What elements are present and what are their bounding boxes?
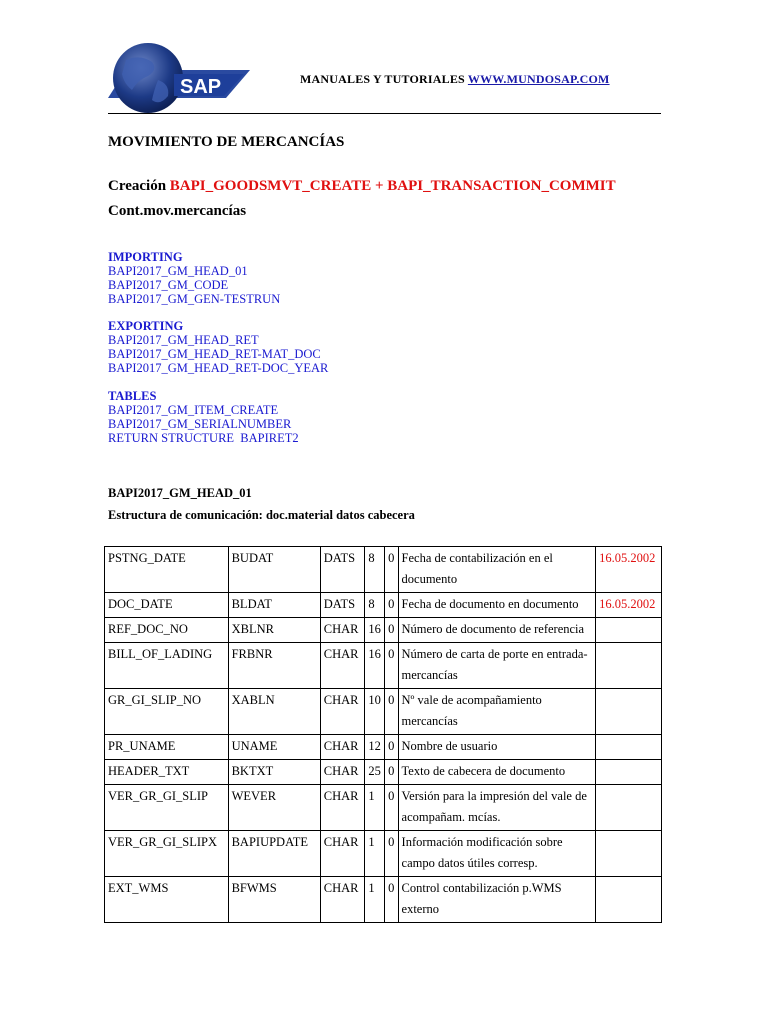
description-cell: Control contabilización p.WMS externo xyxy=(398,877,596,923)
tables-item: BAPI2017_GM_ITEM_CREATE xyxy=(108,403,279,417)
data-type-cell: CHAR xyxy=(320,735,365,760)
data-element-cell: UNAME xyxy=(228,735,320,760)
decimals-cell: 0 xyxy=(385,760,398,785)
value-cell xyxy=(596,877,662,923)
value-cell: 16.05.2002 xyxy=(596,593,662,618)
decimals-cell: 0 xyxy=(385,547,398,593)
field-name-cell: VER_GR_GI_SLIPX xyxy=(105,831,229,877)
length-cell: 1 xyxy=(365,785,385,831)
header-banner xyxy=(300,72,610,87)
table-row xyxy=(105,689,662,735)
structure-description: Estructura de comunicación: doc.material datos cabecera xyxy=(108,508,415,522)
table-row xyxy=(105,618,662,643)
field-name-cell: VER_GR_GI_SLIP xyxy=(105,785,229,831)
description-cell: Número de documento de referencia xyxy=(398,618,596,643)
decimals-cell: 0 xyxy=(385,877,398,923)
creation-label: Creación xyxy=(108,178,170,194)
length-cell: 1 xyxy=(365,831,385,877)
table-row xyxy=(105,547,662,593)
length-cell: 10 xyxy=(365,689,385,735)
data-element-cell: BFWMS xyxy=(228,877,320,923)
value-cell xyxy=(596,643,662,689)
exporting-header: EXPORTING xyxy=(108,319,184,333)
description-cell: Versión para la impresión del vale de acompañam. mcías. xyxy=(398,785,596,831)
data-type-cell: CHAR xyxy=(320,643,365,689)
importing-item: BAPI2017_GM_CODE xyxy=(108,278,229,292)
data-type-cell: DATS xyxy=(320,547,365,593)
importing-section xyxy=(108,250,280,306)
length-cell: 25 xyxy=(365,760,385,785)
exporting-item: BAPI2017_GM_HEAD_RET-MAT_DOC xyxy=(108,347,321,361)
length-cell: 16 xyxy=(365,618,385,643)
length-cell: 8 xyxy=(365,593,385,618)
data-element-cell: BLDAT xyxy=(228,593,320,618)
structure-name: BAPI2017_GM_HEAD_01 xyxy=(108,486,252,500)
value-cell xyxy=(596,831,662,877)
importing-item: BAPI2017_GM_HEAD_01 xyxy=(108,264,248,278)
field-name-cell: PR_UNAME xyxy=(105,735,229,760)
value-cell xyxy=(596,689,662,735)
value-cell xyxy=(596,760,662,785)
value-cell xyxy=(596,785,662,831)
field-name-cell: DOC_DATE xyxy=(105,593,229,618)
data-type-cell: CHAR xyxy=(320,618,365,643)
data-element-cell: FRBNR xyxy=(228,643,320,689)
data-element-cell: XBLNR xyxy=(228,618,320,643)
decimals-cell: 0 xyxy=(385,643,398,689)
value-cell xyxy=(596,618,662,643)
data-element-cell: BKTXT xyxy=(228,760,320,785)
table-row xyxy=(105,643,662,689)
subtitle: Cont.mov.mercancías xyxy=(108,203,247,219)
description-cell: Texto de cabecera de documento xyxy=(398,760,596,785)
data-element-cell: BAPIUPDATE xyxy=(228,831,320,877)
field-name-cell: PSTNG_DATE xyxy=(105,547,229,593)
length-cell: 16 xyxy=(365,643,385,689)
value-cell xyxy=(596,735,662,760)
fields-table xyxy=(104,546,662,923)
table-row xyxy=(105,735,662,760)
data-element-cell: WEVER xyxy=(228,785,320,831)
length-cell: 1 xyxy=(365,877,385,923)
description-cell: Nº vale de acompañamiento mercancías xyxy=(398,689,596,735)
exporting-section xyxy=(108,319,328,375)
table-row xyxy=(105,760,662,785)
length-cell: 8 xyxy=(365,547,385,593)
field-name-cell: EXT_WMS xyxy=(105,877,229,923)
data-type-cell: CHAR xyxy=(320,760,365,785)
description-cell: Fecha de contabilización en el documento xyxy=(398,547,596,593)
table-row xyxy=(105,877,662,923)
data-element-cell: BUDAT xyxy=(228,547,320,593)
importing-header: IMPORTING xyxy=(108,250,183,264)
length-cell: 12 xyxy=(365,735,385,760)
description-cell: Número de carta de porte en entrada-mercancías xyxy=(398,643,596,689)
field-name-cell: BILL_OF_LADING xyxy=(105,643,229,689)
data-element-cell: XABLN xyxy=(228,689,320,735)
mundosap-link[interactable]: WWW.MUNDOSAP.COM xyxy=(467,72,610,86)
decimals-cell: 0 xyxy=(385,831,398,877)
data-type-cell: CHAR xyxy=(320,689,365,735)
data-type-cell: CHAR xyxy=(320,831,365,877)
description-cell: Fecha de documento en documento xyxy=(398,593,596,618)
decimals-cell: 0 xyxy=(385,593,398,618)
creation-line xyxy=(108,178,616,195)
tables-section xyxy=(108,389,299,445)
bapi-name: BAPI_GOODSMVT_CREATE + BAPI_TRANSACTION_COMMIT xyxy=(169,178,616,194)
tables-header: TABLES xyxy=(108,389,157,403)
exporting-item: BAPI2017_GM_HEAD_RET xyxy=(108,333,259,347)
exporting-item: BAPI2017_GM_HEAD_RET-DOC_YEAR xyxy=(108,361,329,375)
field-name-cell: HEADER_TXT xyxy=(105,760,229,785)
svg-text:SAP: SAP xyxy=(180,76,222,98)
document-title: MOVIMIENTO DE MERCANCÍAS xyxy=(108,134,345,150)
field-name-cell: GR_GI_SLIP_NO xyxy=(105,689,229,735)
importing-item: BAPI2017_GM_GEN-TESTRUN xyxy=(108,292,281,306)
table-row xyxy=(105,785,662,831)
data-type-cell: CHAR xyxy=(320,785,365,831)
value-cell: 16.05.2002 xyxy=(596,547,662,593)
data-type-cell: DATS xyxy=(320,593,365,618)
sap-logo xyxy=(108,40,252,116)
decimals-cell: 0 xyxy=(385,689,398,735)
data-type-cell: CHAR xyxy=(320,877,365,923)
decimals-cell: 0 xyxy=(385,618,398,643)
decimals-cell: 0 xyxy=(385,735,398,760)
table-row xyxy=(105,593,662,618)
description-cell: Información modificación sobre campo datos útiles corresp. xyxy=(398,831,596,877)
header-prefix: MANUALES Y TUTORIALES xyxy=(300,72,468,86)
tables-item: RETURN STRUCTURE BAPIRET2 xyxy=(108,431,299,445)
tables-item: BAPI2017_GM_SERIALNUMBER xyxy=(108,417,292,431)
header-rule xyxy=(108,113,661,114)
description-cell: Nombre de usuario xyxy=(398,735,596,760)
table-row xyxy=(105,831,662,877)
field-name-cell: REF_DOC_NO xyxy=(105,618,229,643)
decimals-cell: 0 xyxy=(385,785,398,831)
